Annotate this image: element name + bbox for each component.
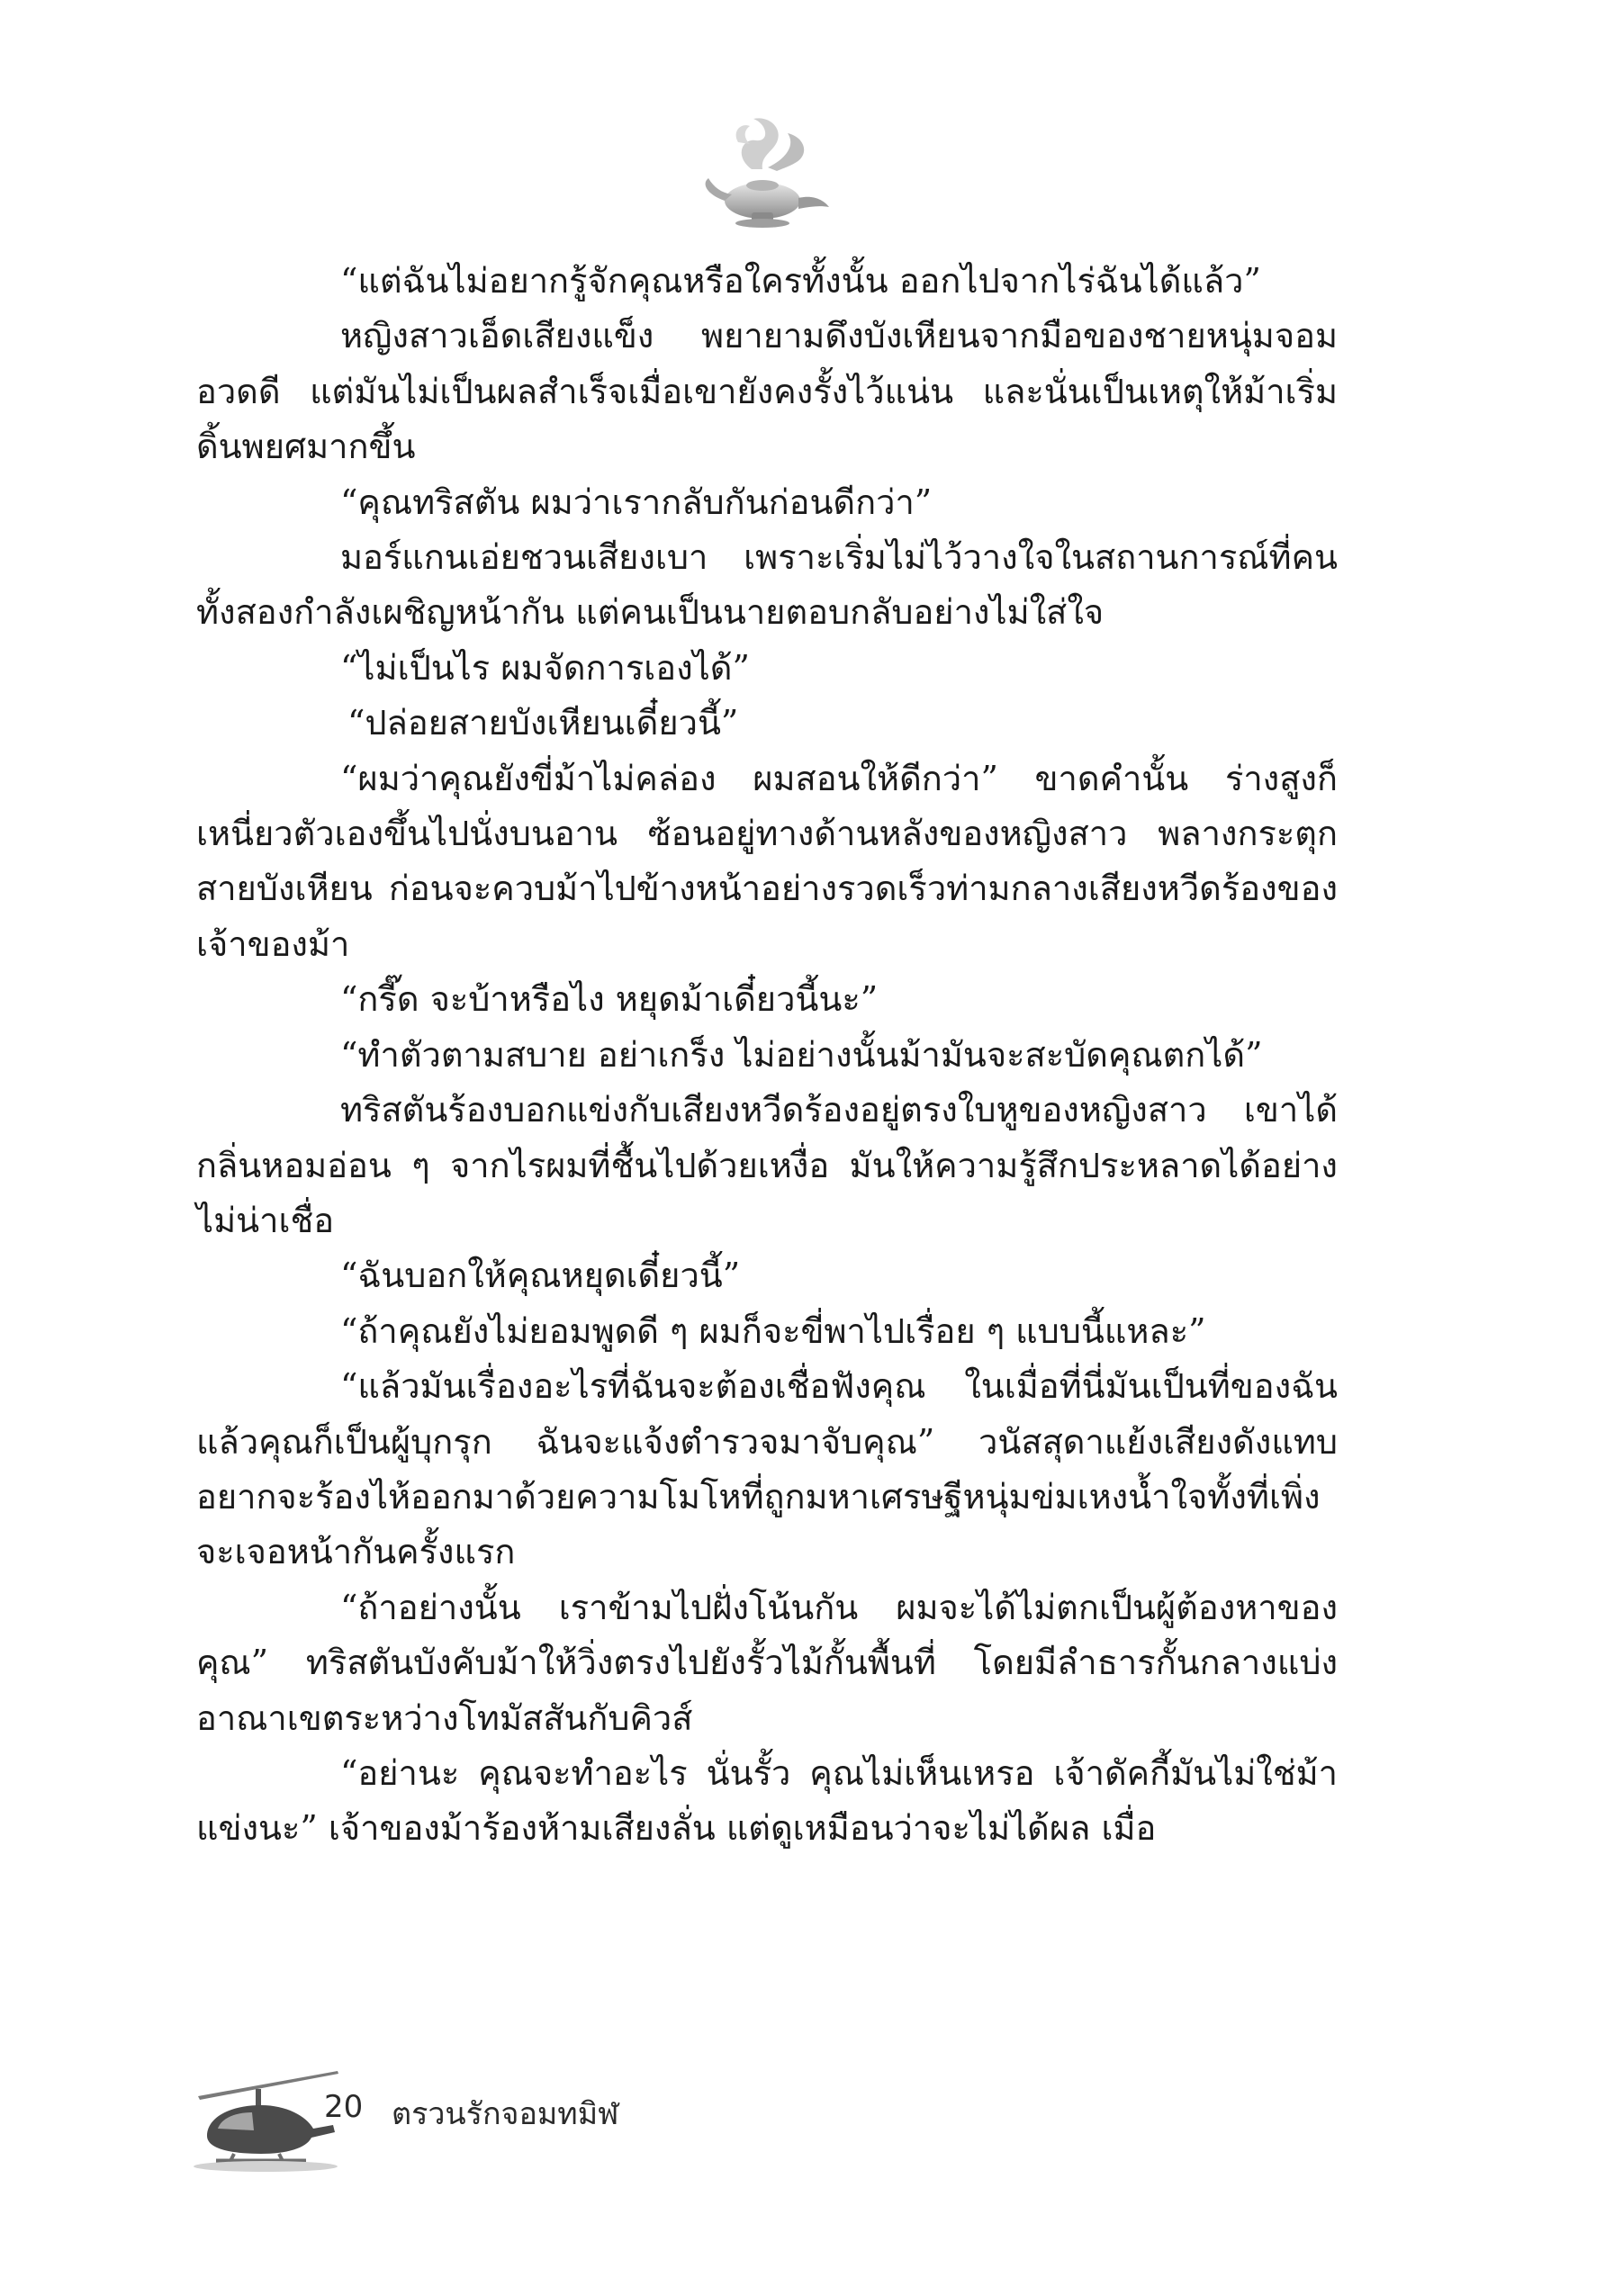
story-text	[196, 254, 1338, 1857]
paragraph: “แล้วมันเรื่องอะไรที่ฉันจะต้องเชื่อฟังคุณ ในเมื่อที่นี่มันเป็นที่ของฉันแล้วคุณก็เป็นผู้บุกรุก ฉันจะแจ้งตำรวจมาจับคุณ” วนัสสุดาแย้งเสียงดังแทบอยากจะร้องไห้ออกมาด้วยความโมโหที่ถูกมหาเศรษฐีหนุ่มข่มเหงน้ำใจทั้งที่เพิ่งจะเจอหน้ากันครั้งแรก	[196, 1366, 1338, 1572]
paragraph: “กรี๊ด จะบ้าหรือไง หยุดม้าเดี๋ยวนี้นะ”	[340, 979, 879, 1020]
paragraph: “ผมว่าคุณยังขี่ม้าไม่คล่อง ผมสอนให้ดีกว่า” ขาดคำนั้น ร่างสูงก็เหนี่ยวตัวเองขึ้นไปนั่งบนอาน ซ้อนอยู่ทางด้านหลังของหญิงสาว พลางกระตุกสายบังเหียน ก่อนจะควบม้าไปข้างหน้าอย่างรวดเร็วท่ามกลางเสียงหวีดร้องของเจ้าของม้า	[196, 758, 1338, 964]
paragraph: “ทำตัวตามสบาย อย่าเกร็ง ไม่อย่างนั้นม้ามันจะสะบัดคุณตกได้”	[340, 1034, 1263, 1075]
book-title: ตรวนรักจอมทมิฬ	[392, 2096, 619, 2132]
paragraph: “ปล่อยสายบังเหียนเดี๋ยวนี้”	[347, 703, 739, 743]
page-number: 20	[324, 2089, 364, 2125]
paragraph: “คุณทริสตัน ผมว่าเรากลับกันก่อนดีกว่า”	[340, 482, 933, 522]
paragraph: มอร์แกนเอ่ยชวนเสียงเบา เพราะเริ่มไม่ไว้วางใจในสถานการณ์ที่คนทั้งสองกำลังเผชิญหน้ากัน แต่คนเป็นนายตอบกลับอย่างไม่ใส่ใจ	[196, 537, 1338, 633]
paragraph: “ไม่เป็นไร ผมจัดการเองได้”	[340, 647, 750, 688]
paragraph: “ถ้าอย่างนั้น เราข้ามไปฝั่งโน้นกัน ผมจะได้ไม่ตกเป็นผู้ต้องหาของคุณ” ทริสตันบังคับม้าให้วิ่งตรงไปยังรั้วไม้กั้นพื้นที่ โดยมีลำธารกั้นกลางแบ่งอาณาเขตระหว่างโทมัสสันกับคิวส์	[196, 1587, 1338, 1738]
page-footer	[180, 2066, 720, 2174]
paragraph: “อย่านะ คุณจะทำอะไร นั่นรั้ว คุณไม่เห็นเหรอ เจ้าดัคกี้มันไม่ใช่ม้าแข่งนะ” เจ้าของม้าร้องห้ามเสียงลั่น แต่ดูเหมือนว่าจะไม่ได้ผล เมื่อ	[196, 1752, 1338, 1849]
paragraph: “ถ้าคุณยังไม่ยอมพูดดี ๆ ผมก็จะขี่พาไปเรื่อย ๆ แบบนี้แหละ”	[340, 1310, 1206, 1351]
paragraph: “แต่ฉันไม่อยากรู้จักคุณหรือใครทั้งนั้น ออกไปจากไร่ฉันได้แล้ว”	[340, 261, 1261, 301]
paragraph: ทริสตันร้องบอกแข่งกับเสียงหวีดร้องอยู่ตรงใบหูของหญิงสาว เขาได้กลิ่นหอมอ่อน ๆ จากไรผมที่ชื้นไปด้วยเหงื่อ มันให้ความรู้สึกประหลาดได้อย่างไม่น่าเชื่อ	[196, 1090, 1338, 1240]
teapot-ornament-icon	[698, 106, 833, 232]
paragraph: “ฉันบอกให้คุณหยุดเดี๋ยวนี้”	[340, 1256, 741, 1296]
paragraph: หญิงสาวเอ็ดเสียงแข็ง พยายามดึงบังเหียนจากมือของชายหนุ่มจอมอวดดี แต่มันไม่เป็นผลสำเร็จเมื่อเขายังคงรั้งไว้แน่น และนั่นเป็นเหตุให้ม้าเริ่มดิ้นพยศมากขึ้น	[196, 316, 1338, 467]
